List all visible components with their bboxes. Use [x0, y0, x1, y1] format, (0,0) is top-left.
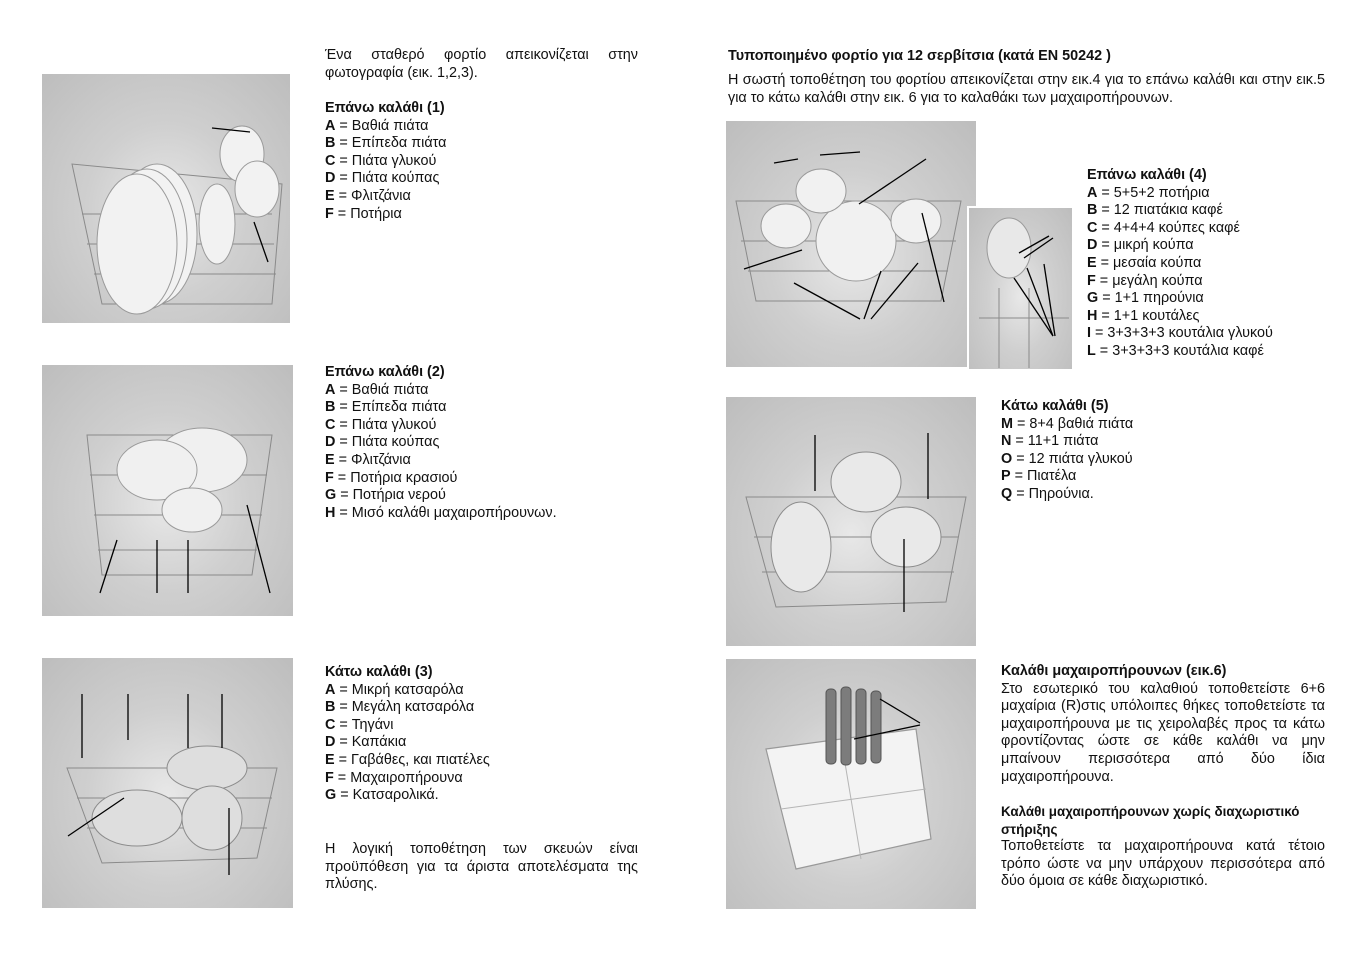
legend-key: N — [1001, 433, 1012, 450]
legend-text: = Φλιτζάνια — [334, 451, 411, 468]
legend-text: = 4+4+4 κούπες καφέ — [1097, 219, 1240, 236]
legend-key: B — [325, 699, 336, 716]
upper-basket-2-legend — [325, 364, 638, 522]
legend-text: = Καπάκια — [335, 734, 407, 751]
legend-item — [325, 170, 638, 188]
legend-text: = 5+5+2 ποτήρια — [1097, 184, 1210, 201]
legend-item — [1001, 416, 1301, 434]
right-intro: Η σωστή τοποθέτηση του φορτίου απεικονίζεται στην εικ.4 για το επάνω καλάθι και στην εικ.5 για το κάτω καλάθι στην εικ. 6 για το καλαθάκι των μαχαιροπήρουνων. — [728, 72, 1325, 106]
legend-item — [1087, 255, 1337, 273]
photo-upper-basket-1 — [42, 74, 290, 323]
legend-list — [325, 682, 638, 805]
legend-item — [1087, 237, 1337, 255]
legend-key: L — [1087, 342, 1096, 359]
cutlery-no-divider-text: Τοποθετείστε τα μαχαιροπήρουνα κατά τέτοιο τρόπο ώστε να μην υπάρχουν περισσότερα από δύο όμοια σε κάθε διαχωριστικό. — [1001, 838, 1325, 890]
legend-key: E — [325, 751, 335, 768]
legend-text: = Πιάτα γλυκού — [335, 152, 437, 169]
intro-text: Ένα σταθερό φορτίο απεικονίζεται στην φωτογραφία (εικ. 1,2,3). — [325, 47, 638, 81]
legend-item — [1087, 273, 1337, 291]
section-title: Επάνω καλάθι (4) — [1087, 167, 1207, 183]
legend-item — [325, 382, 638, 400]
section-title: Κάτω καλάθι (5) — [1001, 398, 1109, 414]
legend-text: = 3+3+3+3 κουτάλια καφέ — [1095, 342, 1264, 359]
legend-text: = Πηρούνια. — [1012, 485, 1094, 502]
legend-key: D — [325, 434, 336, 451]
legend-key: F — [325, 469, 334, 486]
basket-detail-illustration — [969, 208, 1072, 369]
legend-key: M — [1001, 415, 1013, 432]
legend-list — [325, 118, 638, 224]
legend-item — [325, 682, 638, 700]
legend-item — [1001, 468, 1301, 486]
legend-item — [1087, 325, 1337, 343]
legend-key: B — [325, 135, 336, 152]
legend-item — [1001, 486, 1301, 504]
legend-key: A — [1087, 184, 1098, 201]
cutlery-no-divider-section — [1001, 803, 1325, 891]
photo-upper-basket-4-detail — [967, 206, 1072, 369]
legend-item — [325, 153, 638, 171]
legend-item — [325, 118, 638, 136]
photo-lower-basket-3 — [42, 658, 293, 908]
legend-key: O — [1001, 450, 1013, 467]
section-title: Κάτω καλάθι (3) — [325, 664, 433, 680]
legend-item — [325, 399, 638, 417]
legend-key: Q — [1001, 485, 1013, 502]
section-title: Επάνω καλάθι (2) — [325, 364, 445, 380]
lower-basket-5-legend — [1001, 398, 1301, 504]
cutlery-basket-text: Στο εσωτερικό του καλαθιού τοποθετείστε 6+6 μαχαίρια (R)στις υπόλοιπες θήκες τοποθετείστε τα μαχαιροπήρουνα με τις χειρολαβές προς τα κάτω φροντίζοντας ώστε σε κάθε καλάθι να μην μπαίνουν περισσότερα από δύο ίδια μαχαιροπήρουνα. — [1001, 680, 1325, 785]
legend-key: A — [325, 117, 336, 134]
legend-key: C — [325, 152, 336, 169]
basket-illustration-2 — [42, 365, 293, 616]
legend-item — [325, 470, 638, 488]
legend-list — [1001, 416, 1301, 504]
legend-text: = 12 πιατάκια καφέ — [1097, 202, 1223, 219]
legend-text: = Μισό καλάθι μαχαιροπήρουνων. — [335, 504, 557, 521]
legend-item — [1001, 433, 1301, 451]
legend-text: = Πιάτα κούπας — [335, 170, 440, 187]
legend-key: F — [325, 769, 334, 786]
legend-key: D — [325, 734, 336, 751]
legend-item — [325, 487, 638, 505]
legend-text: = μικρή κούπα — [1097, 237, 1194, 254]
legend-text: = 1+1 κουτάλες — [1097, 307, 1200, 324]
legend-key: C — [325, 416, 336, 433]
legend-text: = Επίπεδα πιάτα — [335, 135, 447, 152]
note-text: Η λογική τοποθέτηση των σκευών είναι προϋπόθεση για τα άριστα αποτελέσματα της πλύσης. — [325, 841, 638, 893]
basket-illustration-4 — [726, 121, 976, 367]
legend-item — [325, 787, 638, 805]
legend-key: B — [325, 399, 336, 416]
legend-key: G — [325, 487, 337, 504]
legend-text: = Κατσαρολικά. — [336, 787, 439, 804]
legend-text: = Ποτήρια — [333, 205, 402, 222]
legend-key: E — [325, 451, 335, 468]
legend-text: = Βαθιά πιάτα — [335, 381, 429, 398]
legend-text: = 11+1 πιάτα — [1011, 433, 1099, 450]
legend-item — [325, 752, 638, 770]
legend-list — [1087, 185, 1337, 361]
legend-text: = μεγάλη κούπα — [1095, 272, 1203, 289]
legend-text: = 3+3+3+3 κουτάλια γλυκού — [1091, 325, 1273, 342]
legend-list — [325, 382, 638, 523]
legend-item — [325, 135, 638, 153]
photo-upper-basket-4 — [726, 121, 976, 367]
photo-cutlery-basket-6 — [726, 659, 976, 909]
legend-item — [1087, 308, 1337, 326]
legend-text: = Φλιτζάνια — [334, 187, 411, 204]
legend-text: = Τηγάνι — [335, 716, 394, 733]
legend-item — [325, 434, 638, 452]
legend-item — [325, 505, 638, 523]
legend-key: C — [325, 716, 336, 733]
legend-text: = Πιάτα γλυκού — [335, 416, 437, 433]
legend-item — [1087, 343, 1337, 361]
legend-item — [1001, 451, 1301, 469]
cutlery-basket-section — [1001, 663, 1325, 786]
legend-item — [325, 188, 638, 206]
upper-basket-1-legend — [325, 100, 638, 223]
legend-text: = Βαθιά πιάτα — [335, 117, 429, 134]
legend-key: H — [1087, 307, 1098, 324]
basket-illustration-3 — [42, 658, 293, 908]
legend-key: F — [325, 205, 334, 222]
legend-text: = 8+4 βαθιά πιάτα — [1013, 415, 1134, 432]
legend-item — [1087, 220, 1337, 238]
section-title: Καλάθι μαχαιροπήρουνων χωρίς διαχωριστικό στήριξης — [1001, 804, 1300, 837]
basket-illustration-5 — [726, 397, 976, 646]
legend-key: P — [1001, 468, 1011, 485]
legend-text: = Μαχαιροπήρουνα — [333, 769, 463, 786]
upper-basket-4-legend — [1087, 167, 1337, 361]
lower-basket-3-legend — [325, 664, 638, 805]
legend-text: = Μεγάλη κατσαρόλα — [335, 699, 475, 716]
legend-text: = 12 πιάτα γλυκού — [1012, 450, 1133, 467]
legend-text: = Μικρή κατσαρόλα — [335, 681, 464, 698]
legend-text: = Πιάτα κούπας — [335, 434, 440, 451]
legend-text: = Ποτήρια νερού — [336, 487, 446, 504]
legend-key: G — [1087, 290, 1099, 307]
legend-key: F — [1087, 272, 1096, 289]
legend-key: H — [325, 504, 336, 521]
legend-key: C — [1087, 219, 1098, 236]
legend-key: B — [1087, 202, 1098, 219]
legend-key: A — [325, 681, 336, 698]
legend-text: = Γαβάθες, και πιατέλες — [334, 751, 490, 768]
legend-text: = μεσαία κούπα — [1096, 254, 1202, 271]
legend-item — [325, 699, 638, 717]
basket-illustration-1 — [42, 74, 290, 323]
legend-item — [325, 717, 638, 735]
legend-key: E — [325, 187, 335, 204]
photo-upper-basket-2 — [42, 365, 293, 616]
legend-text: = 1+1 πηρούνια — [1098, 290, 1204, 307]
legend-key: E — [1087, 254, 1097, 271]
legend-key: D — [1087, 237, 1098, 254]
legend-item — [1087, 185, 1337, 203]
legend-key: D — [325, 170, 336, 187]
legend-item — [1087, 202, 1337, 220]
legend-key: I — [1087, 325, 1091, 342]
legend-item — [1087, 290, 1337, 308]
section-title: Καλάθι μαχαιροπήρουνων (εικ.6) — [1001, 663, 1227, 679]
legend-item — [325, 734, 638, 752]
legend-text: = Ποτήρια κρασιού — [333, 469, 458, 486]
cutlery-basket-illustration — [726, 659, 976, 909]
legend-item — [325, 770, 638, 788]
legend-text: = Πιατέλα — [1010, 468, 1077, 485]
right-title: Τυποποιημένο φορτίο για 12 σερβίτσια (κατά EN 50242 ) — [728, 48, 1111, 64]
photo-lower-basket-5 — [726, 397, 976, 646]
legend-text: = Επίπεδα πιάτα — [335, 399, 447, 416]
legend-key: G — [325, 787, 337, 804]
legend-item — [325, 417, 638, 435]
section-title: Επάνω καλάθι (1) — [325, 100, 445, 116]
legend-item — [325, 206, 638, 224]
legend-item — [325, 452, 638, 470]
legend-key: A — [325, 381, 336, 398]
